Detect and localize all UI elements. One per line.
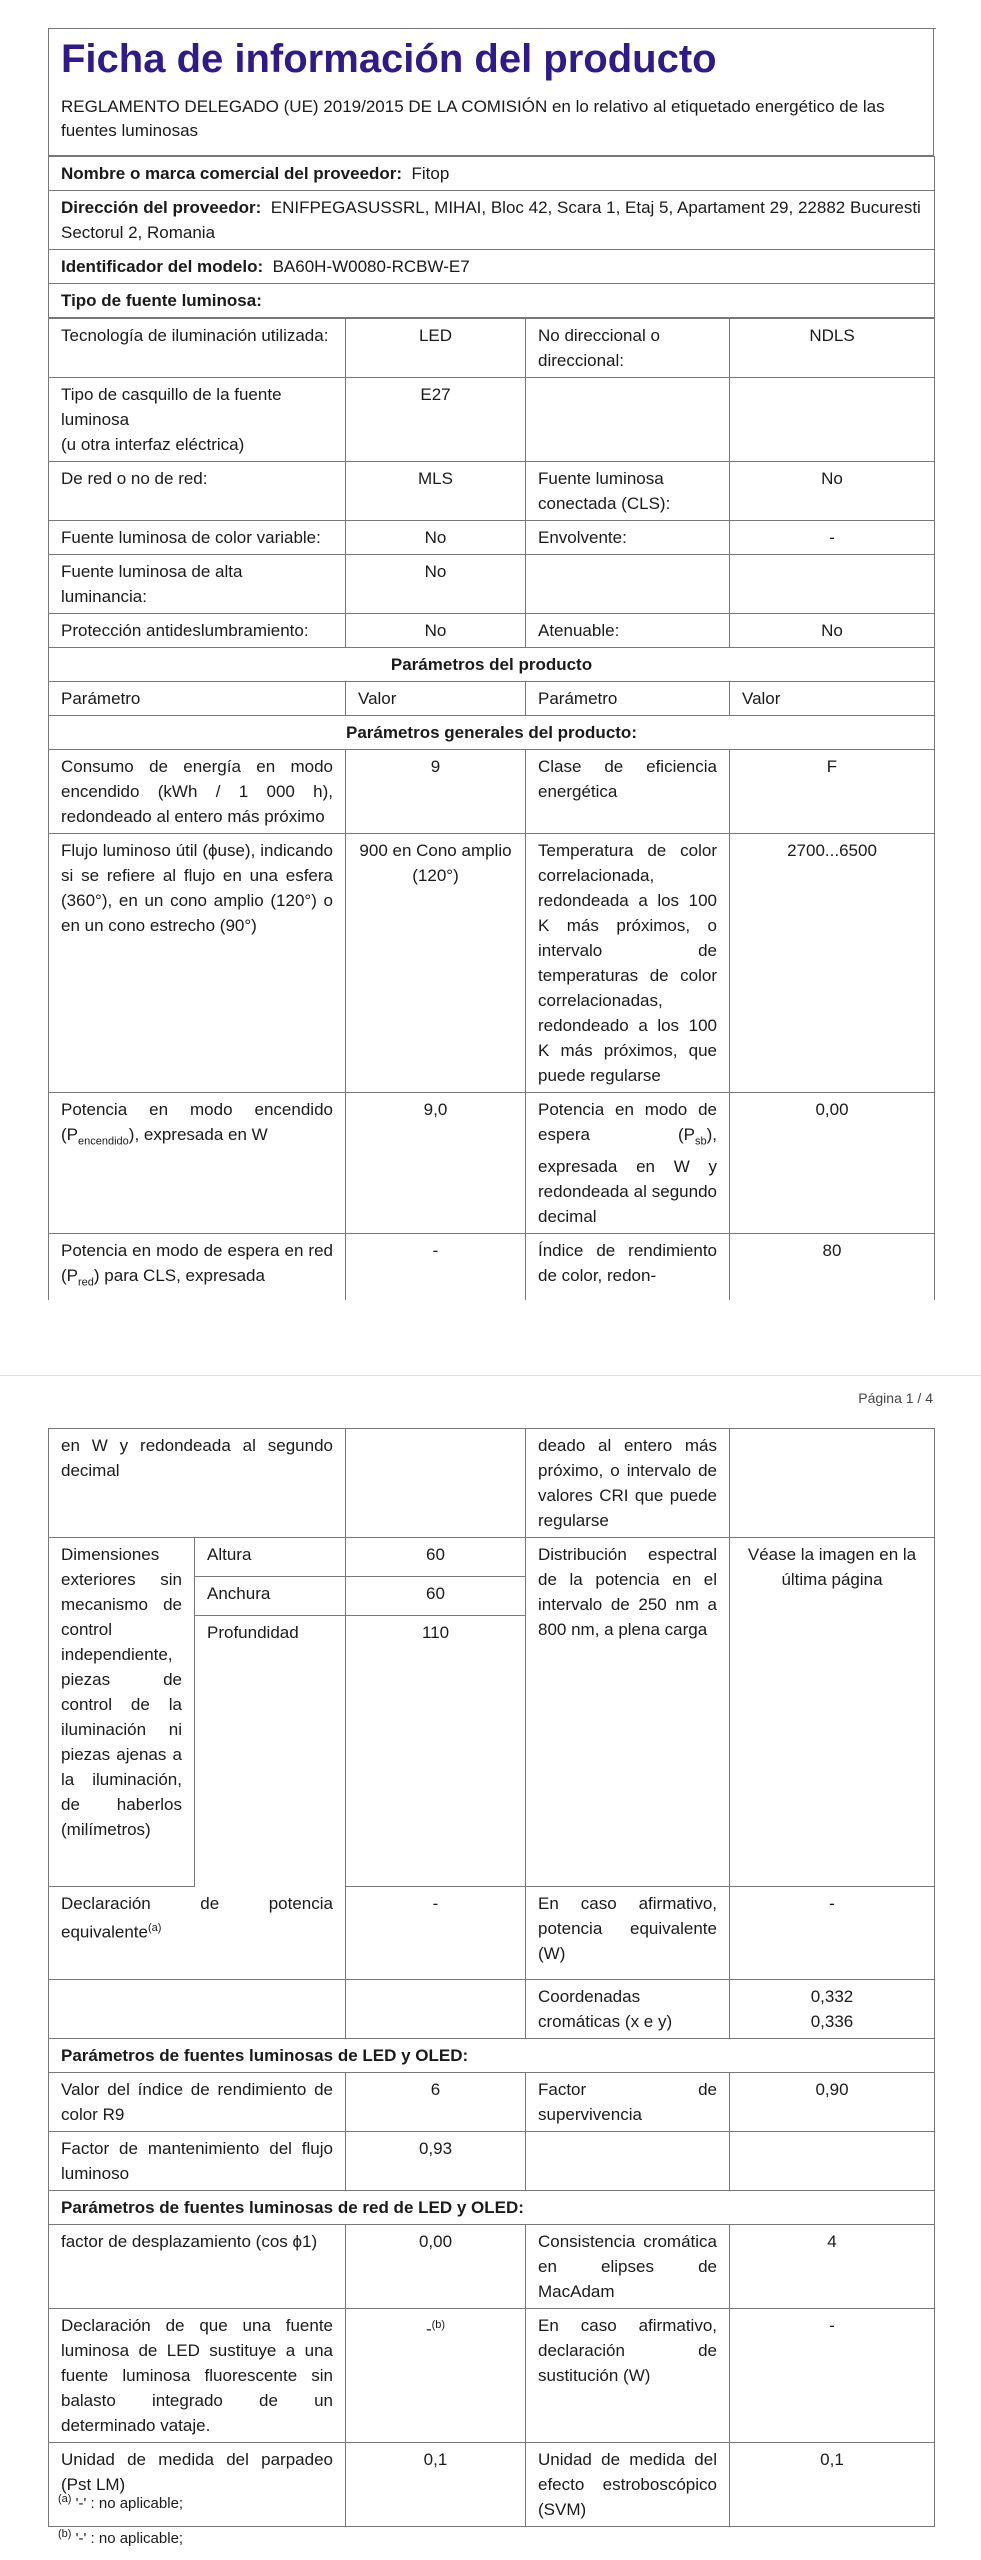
energy-consumption-label: Consumo de energía en modo encendido (kWh / 1 000 h), redondeado al entero más próximo <box>49 750 346 834</box>
col-header-value-2: Valor <box>730 682 935 716</box>
regulation-subtitle: REGLAMENTO DELEGADO (UE) 2019/2015 DE LA COMISIÓN en lo relativo al etiquetado energético de las fuentes luminosas <box>49 85 933 156</box>
on-mode-power-value: 9,0 <box>346 1093 526 1234</box>
equivalent-power-value: - <box>346 1887 526 1980</box>
empty-cell <box>730 555 935 614</box>
table-row <box>49 1429 935 1538</box>
supplier-name: Fitop <box>411 164 450 183</box>
supplier-name-label: Nombre o marca comercial del proveedor: <box>61 164 403 183</box>
depth-value: 110 <box>346 1616 526 1887</box>
label-subscript: sb <box>694 1135 707 1148</box>
label-part: Potencia en modo encendido (P <box>61 1100 333 1144</box>
empty-cell <box>730 2132 935 2191</box>
page-1 <box>48 28 934 1300</box>
on-mode-power-label <box>49 1093 346 1234</box>
table-row <box>49 2309 935 2443</box>
spectral-distribution-value: Véase la imagen en la última página <box>730 1538 935 1887</box>
flicker-metric-value: 0,1 <box>346 2443 526 2527</box>
flicker-metric-label: Unidad de medida del parpadeo (Pst LM) <box>49 2443 346 2527</box>
depth-label: Profundidad <box>195 1616 346 1887</box>
colour-consistency-value: 4 <box>730 2225 935 2309</box>
replacement-claim-value: - <box>730 2309 935 2443</box>
model-row <box>49 250 935 284</box>
supplier-address-label: Dirección del proveedor: <box>61 198 262 217</box>
cri-label-cont: deado al entero más próximo, o intervalo de valores CRI que puede regularse <box>526 1429 730 1538</box>
empty-cell <box>49 1980 346 2039</box>
model-label: Identificador del modelo: <box>61 257 264 276</box>
col-header-value-1: Valor <box>346 682 526 716</box>
lighting-technology-value: LED <box>346 319 526 378</box>
table-row <box>49 1234 935 1300</box>
page-title: Ficha de información del producto <box>61 37 717 81</box>
table-row <box>49 750 935 834</box>
table-row <box>49 1980 935 2039</box>
label-subscript: red <box>78 1276 94 1289</box>
chromaticity-x: 0,332 <box>810 1987 854 2006</box>
col-header-param-2: Parámetro <box>526 682 730 716</box>
chromaticity-value <box>730 1980 935 2039</box>
table-row <box>49 614 935 648</box>
high-luminance-label: Fuente luminosa de alta luminancia: <box>49 555 346 614</box>
energy-class-label: Clase de eficiencia energética <box>526 750 730 834</box>
networked-standby-label <box>49 1234 346 1300</box>
spectral-distribution-label: Distribución espectral de la potencia en el intervalo de 250 nm a 800 nm, a plena carga <box>526 1538 730 1887</box>
empty-cell <box>730 1429 935 1538</box>
label-subscript: encendido <box>78 1135 129 1148</box>
color-tunable-label: Fuente luminosa de color variable: <box>49 521 346 555</box>
cri-label: Índice de rendimiento de color, redon- <box>526 1234 730 1300</box>
supplier-address-row <box>49 191 935 250</box>
table-row <box>49 1093 935 1234</box>
empty-cell <box>346 1429 526 1538</box>
mains-led-params-header: Parámetros de fuentes luminosas de red de LED y OLED: <box>49 2191 935 2225</box>
model-id: BA60H-W0080-RCBW-E7 <box>272 257 470 276</box>
energy-class-value: F <box>730 750 935 834</box>
standby-power-value: 0,00 <box>730 1093 935 1234</box>
replacement-claim-label: En caso afirmativo, declaración de sustitución (W) <box>526 2309 730 2443</box>
dimmable-label: Atenuable: <box>526 614 730 648</box>
equivalent-power-yes-value: - <box>730 1887 935 1980</box>
label-part: ), expresada en W <box>128 1125 268 1144</box>
width-value: 60 <box>346 1577 526 1616</box>
chromaticity-y: 0,336 <box>810 2012 854 2031</box>
directional-label: No direccional o direccional: <box>526 319 730 378</box>
chromaticity-label: Coordenadas cromáticas (x e y) <box>526 1980 730 2039</box>
footnote-a <box>58 2484 183 2519</box>
equivalent-power-label <box>49 1887 346 1980</box>
survival-factor-label: Factor de supervivencia <box>526 2073 730 2132</box>
color-temperature-value: 2700...6500 <box>730 834 935 1093</box>
dimmable-value: No <box>730 614 935 648</box>
params-table-continued <box>48 1428 935 2527</box>
page-number: Página 1 / 4 <box>858 1390 933 1406</box>
r9-label: Valor del índice de rendimiento de color R9 <box>49 2073 346 2132</box>
empty-cell <box>526 378 730 462</box>
anti-glare-value: No <box>346 614 526 648</box>
height-label: Altura <box>195 1538 346 1577</box>
height-value: 60 <box>346 1538 526 1577</box>
footnote-mark: (a) <box>58 2493 72 2505</box>
empty-cell <box>526 2132 730 2191</box>
envelope-label: Envolvente: <box>526 521 730 555</box>
table-row <box>49 521 935 555</box>
cri-value: 80 <box>730 1234 935 1300</box>
energy-consumption-value: 9 <box>346 750 526 834</box>
table-row <box>49 378 935 462</box>
luminous-flux-value: 900 en Cono amplio (120°) <box>346 834 526 1093</box>
footnote-mark: (b) <box>431 2319 446 2331</box>
title-block <box>48 28 934 156</box>
label-part: Declaración de potencia equivalente <box>61 1894 333 1942</box>
anti-glare-label: Protección antideslumbramiento: <box>49 614 346 648</box>
networked-standby-label-cont: en W y redondeada al segundo decimal <box>49 1429 346 1538</box>
dimensions-label: Dimensiones exteriores sin mecanismo de control independiente, piezas de control de la iluminación ni piezas ajenas a la iluminación, de haberlos (milímetros) <box>49 1538 195 1887</box>
lighting-technology-label: Tecnología de iluminación utilizada: <box>49 319 346 378</box>
table-row <box>49 462 935 521</box>
column-headers <box>49 682 935 716</box>
footnote-text: '-' : no aplicable; <box>75 2495 184 2512</box>
survival-factor-value: 0,90 <box>730 2073 935 2132</box>
general-params-header: Parámetros generales del producto: <box>49 716 935 750</box>
displacement-factor-label: factor de desplazamiento (cos ϕ1) <box>49 2225 346 2309</box>
table-row <box>49 319 935 378</box>
lumen-maintenance-label: Factor de mantenimiento del flujo luminoso <box>49 2132 346 2191</box>
supplier-table <box>48 156 935 318</box>
cap-type-label-note: (u otra interfaz eléctrica) <box>61 435 245 454</box>
source-type-label: Tipo de fuente luminosa: <box>49 284 935 318</box>
footnotes <box>58 2484 183 2554</box>
fluorescent-replacement-value <box>346 2309 526 2443</box>
stroboscopic-metric-value: 0,1 <box>730 2443 935 2527</box>
envelope-value: - <box>730 521 935 555</box>
table-row <box>49 834 935 1093</box>
high-luminance-value: No <box>346 555 526 614</box>
footnote-mark: (b) <box>58 2528 72 2540</box>
standby-power-label <box>526 1093 730 1234</box>
table-row <box>49 1887 935 1980</box>
empty-cell <box>346 1980 526 2039</box>
table-row <box>49 2225 935 2309</box>
page-2 <box>48 1428 934 2527</box>
supplier-name-row <box>49 157 935 191</box>
footnote-mark: (a) <box>147 1922 162 1934</box>
label-part: Potencia en modo de espera en red (P <box>61 1241 333 1286</box>
table-row <box>49 1538 935 1577</box>
fluorescent-replacement-label: Declaración de que una fuente luminosa de LED sustituye a una fuente luminosa fluorescente sin balasto integrado de un determinado vataje. <box>49 2309 346 2443</box>
displacement-factor-value: 0,00 <box>346 2225 526 2309</box>
width-label: Anchura <box>195 1577 346 1616</box>
supplier-address: ENIFPEGASUSSRL, MIHAI, Bloc 42, Scara 1, Etaj 5, Apartament 29, 22882 Bucuresti Sectorul 2, Romania <box>61 198 921 242</box>
value-text: - <box>425 2319 432 2339</box>
directional-value: NDLS <box>730 319 935 378</box>
led-params-header: Parámetros de fuentes luminosas de LED y OLED: <box>49 2039 935 2073</box>
cap-type-label-text: Tipo de casquillo de la fuente luminosa <box>61 385 282 429</box>
colour-consistency-label: Consistencia cromática en elipses de MacAdam <box>526 2225 730 2309</box>
color-tunable-value: No <box>346 521 526 555</box>
label-part: ) para CLS, expresada <box>93 1266 265 1286</box>
empty-cell <box>730 378 935 462</box>
label-part: ), expresada en W y redondeada al segundo decimal <box>538 1125 717 1227</box>
cap-type-value: E27 <box>346 378 526 462</box>
cls-value: No <box>730 462 935 521</box>
networked-standby-value: - <box>346 1234 526 1300</box>
mains-label: De red o no de red: <box>49 462 346 521</box>
table-row <box>49 2073 935 2132</box>
cap-type-label <box>49 378 346 462</box>
col-header-param-1: Parámetro <box>49 682 346 716</box>
table-row <box>49 555 935 614</box>
cls-label: Fuente luminosa conectada (CLS): <box>526 462 730 521</box>
product-params-header: Parámetros del producto <box>49 648 935 682</box>
footnote-text: '-' : no aplicable; <box>75 2530 184 2547</box>
footnote-b <box>58 2519 183 2554</box>
source-type-table <box>48 318 935 1300</box>
mains-value: MLS <box>346 462 526 521</box>
page-footer <box>0 1375 981 1428</box>
stroboscopic-metric-label: Unidad de medida del efecto estroboscópico (SVM) <box>526 2443 730 2527</box>
label-part: Potencia en modo de espera (P <box>538 1100 717 1144</box>
equivalent-power-yes-label: En caso afirmativo, potencia equivalente (W) <box>526 1887 730 1980</box>
empty-cell <box>526 555 730 614</box>
table-row <box>49 2132 935 2191</box>
color-temperature-label: Temperatura de color correlacionada, redondeada a los 100 K más próximos, o intervalo de temperaturas de color correlacionadas, redondeado a los 100 K más próximos, que puede regularse <box>526 834 730 1093</box>
lumen-maintenance-value: 0,93 <box>346 2132 526 2191</box>
luminous-flux-label: Flujo luminoso útil (ϕuse), indicando si se refiere al flujo en una esfera (360°), en un cono amplio (120°) o en un cono estrecho (90°) <box>49 834 346 1093</box>
r9-value: 6 <box>346 2073 526 2132</box>
